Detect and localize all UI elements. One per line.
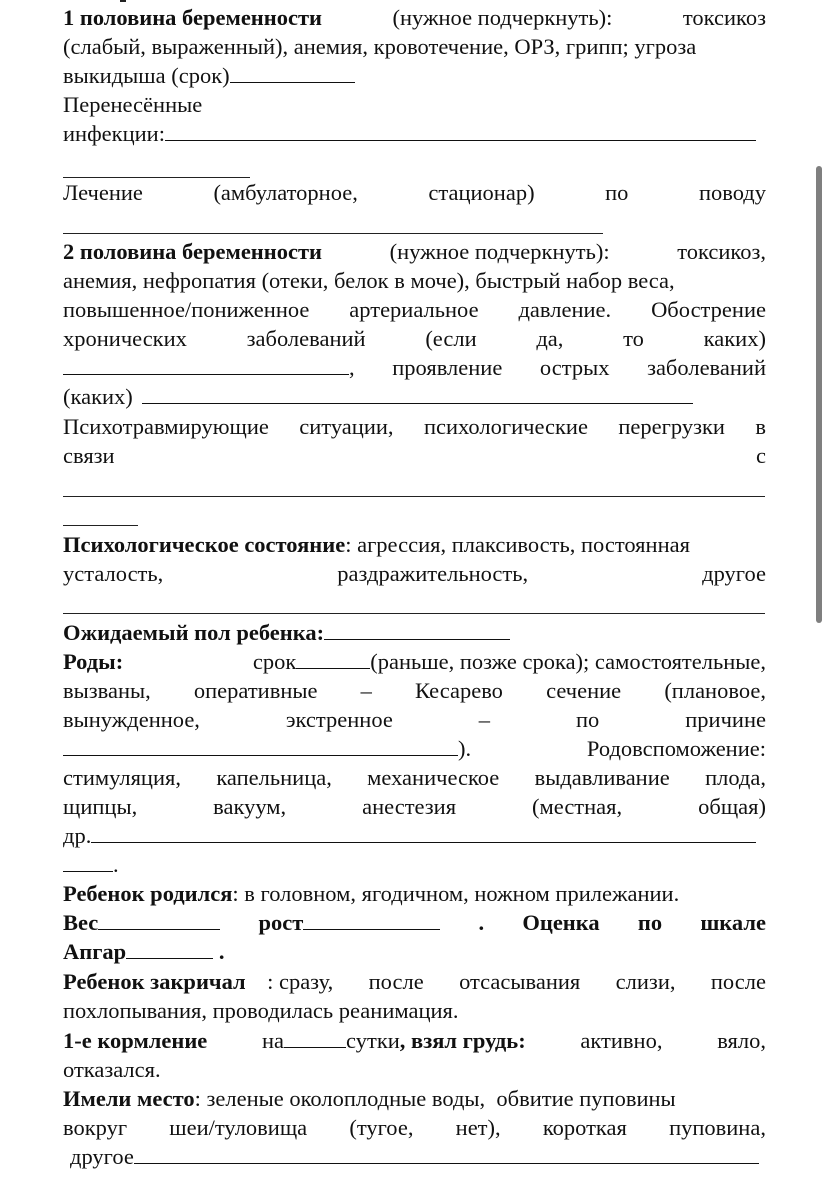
- section2-line1: [63, 238, 766, 266]
- birth-line5: [63, 764, 766, 792]
- word: усталость,: [63, 561, 164, 586]
- word: общая): [698, 794, 766, 819]
- word: хронических: [63, 326, 187, 351]
- section1-symptoms: (слабый, выраженный), анемия, кровотечение, ОРЗ, грипп; угроза: [63, 34, 697, 59]
- cry-options: похлопывания, проводилась реанимация.: [63, 998, 459, 1023]
- word: в: [755, 414, 766, 439]
- occurred-options: : зеленые околоплодные воды, обвитие пуповины: [194, 1086, 676, 1111]
- word: причине: [685, 707, 766, 732]
- other-assistance-field[interactable]: [91, 822, 756, 843]
- section2-line6: [63, 383, 766, 411]
- word: да,: [536, 326, 564, 351]
- birth-line3: [63, 706, 766, 734]
- word: вынужденное,: [63, 707, 200, 732]
- close-paren: ).: [458, 736, 472, 761]
- birth-line7: [63, 822, 766, 850]
- chronic-diseases-field[interactable]: [63, 354, 349, 375]
- measures-line: [63, 909, 766, 937]
- word: вяло,: [717, 1028, 766, 1053]
- other-label: др.: [63, 823, 92, 848]
- word: раздражительность,: [337, 561, 529, 586]
- word: оперативные: [193, 678, 318, 703]
- term-field[interactable]: [296, 648, 370, 669]
- miscarriage-term-field[interactable]: [230, 62, 355, 83]
- word: острых: [539, 355, 610, 380]
- word: давление.: [518, 297, 612, 322]
- word: (плановое,: [664, 678, 766, 703]
- word: после: [710, 969, 766, 994]
- weight-label: Вес: [63, 910, 99, 935]
- word: вокруг: [63, 1115, 128, 1140]
- feeding-line1: [63, 1027, 766, 1055]
- word: по: [576, 707, 600, 732]
- expected-sex-line: [63, 619, 766, 647]
- born-title: Ребенок родился: [63, 881, 233, 906]
- word: экстренное: [285, 707, 393, 732]
- section2-line5: [63, 354, 766, 382]
- stress-field[interactable]: [63, 496, 765, 497]
- word: Психотравмирующие: [63, 414, 269, 439]
- occurred-line3: [70, 1143, 773, 1171]
- apgar-label: Апгар: [63, 939, 127, 964]
- birth-line2: [63, 677, 766, 705]
- section2-title: 2 половина беременности: [63, 239, 322, 264]
- infections-line1: [63, 91, 766, 119]
- word: проявление: [392, 355, 503, 380]
- word: плода,: [705, 765, 766, 790]
- word: (местная,: [532, 794, 623, 819]
- psych-other-field[interactable]: [63, 613, 765, 614]
- height-label: рост: [258, 910, 304, 935]
- birth-title: Роды:: [63, 649, 124, 674]
- born-options: : в головном, ягодичном, ножном прилежании.: [232, 881, 680, 906]
- word: (если: [425, 326, 477, 351]
- word: –: [478, 707, 491, 732]
- took-breast-label: , взял грудь:: [399, 1028, 526, 1053]
- section2-line8: [63, 442, 766, 470]
- apgar-field[interactable]: [126, 938, 213, 959]
- word: после: [368, 969, 424, 994]
- section2-word: токсикоз,: [677, 239, 766, 264]
- word: отсасывания: [459, 969, 581, 994]
- expected-sex-field[interactable]: [324, 619, 510, 640]
- day-label: сутки: [346, 1028, 400, 1053]
- top-fragment: [120, 0, 126, 2]
- infections-label: Перенесённые: [63, 92, 203, 117]
- cry-line1: [63, 968, 766, 996]
- word: артериальное: [349, 297, 479, 322]
- period: .: [113, 852, 119, 877]
- section1-line1: [63, 4, 766, 32]
- word: механическое: [367, 765, 500, 790]
- stress-field-continued[interactable]: [63, 525, 138, 526]
- on-label: на: [262, 1028, 285, 1053]
- word: (тугое,: [349, 1115, 414, 1140]
- acute-label: (каких): [63, 384, 133, 409]
- born-line: [63, 880, 766, 908]
- word: психологические: [423, 414, 588, 439]
- miscarriage-label: выкидыша (срок): [63, 63, 230, 88]
- feeding-title: 1-е кормление: [63, 1028, 208, 1053]
- psych-line1: [63, 531, 766, 559]
- section1-line3: [63, 62, 766, 90]
- word: с: [756, 443, 766, 468]
- treatment-line: [63, 179, 766, 207]
- height-field[interactable]: [303, 909, 440, 930]
- word: короткая: [542, 1115, 627, 1140]
- word: каких): [703, 326, 766, 351]
- word: стимуляция,: [63, 765, 181, 790]
- section1-line2: [63, 33, 766, 61]
- infections-line2: [63, 120, 766, 148]
- section2-line2: [63, 267, 766, 295]
- treatment-reason-field[interactable]: [63, 233, 603, 234]
- occurred-line1: [63, 1085, 766, 1113]
- word: шеи/туловища: [169, 1115, 308, 1140]
- section2-line4: [63, 325, 766, 353]
- treatment-word: по: [605, 180, 629, 205]
- period: .: [218, 939, 225, 964]
- word: капельница,: [216, 765, 332, 790]
- word: связи: [63, 443, 115, 468]
- section2-symptoms: анемия, нефропатия (отеки, белок в моче), быстрый набор веса,: [63, 268, 675, 293]
- cry-title: Ребенок закричал: [63, 969, 246, 994]
- word: вакуум,: [213, 794, 287, 819]
- word: Оценка: [522, 910, 600, 935]
- weight-field[interactable]: [98, 909, 220, 930]
- feeding-line2: [63, 1056, 766, 1084]
- infections-label-2: инфекции:: [63, 121, 165, 146]
- psych-line2: [63, 560, 766, 588]
- section1-title: 1 половина беременности: [63, 5, 322, 30]
- other-label: другое: [70, 1144, 134, 1169]
- treatment-word: Лечение: [63, 180, 143, 205]
- word: Обострение: [651, 297, 766, 322]
- refused-option: отказался.: [63, 1057, 161, 1082]
- birth-line4: [63, 735, 766, 763]
- occurred-title: Имели место: [63, 1086, 195, 1111]
- word: Кесарево: [415, 678, 503, 703]
- section2-line3: [63, 296, 766, 324]
- birth-line8: [63, 851, 766, 879]
- section1-word: токсикоз: [682, 5, 766, 30]
- cesarean-reason-field[interactable]: [63, 735, 458, 756]
- occurred-line2: [63, 1114, 766, 1142]
- word: сечение: [546, 678, 622, 703]
- occurred-other-field[interactable]: [134, 1143, 759, 1164]
- infections-field-continued[interactable]: [63, 177, 250, 178]
- psych-title: Психологическое состояние: [63, 532, 346, 557]
- word: анестезия: [362, 794, 457, 819]
- cry-line2: [63, 997, 766, 1025]
- expected-sex-label: Ожидаемый пол ребенка:: [63, 620, 325, 645]
- acute-diseases-field[interactable]: [142, 383, 693, 404]
- birth-line6: [63, 793, 766, 821]
- word: –: [360, 678, 372, 703]
- word: активно,: [580, 1028, 663, 1053]
- word: : сразу,: [267, 969, 334, 994]
- feeding-day-field[interactable]: [284, 1027, 346, 1048]
- word: вызваны,: [63, 678, 151, 703]
- word: выдавливание: [534, 765, 670, 790]
- word: нет),: [455, 1115, 501, 1140]
- period: .: [478, 910, 485, 935]
- word: заболеваний: [246, 326, 366, 351]
- word: ситуации,: [299, 414, 394, 439]
- section2-line7: [63, 413, 766, 441]
- psych-options: : агрессия, плаксивость, постоянная: [345, 532, 690, 557]
- comma: ,: [349, 355, 355, 380]
- apgar-line: [63, 938, 766, 966]
- section1-hint: (нужное подчеркнуть):: [392, 5, 613, 30]
- infections-field[interactable]: [165, 120, 756, 141]
- word: перегрузки: [618, 414, 725, 439]
- term-label: срок: [252, 649, 297, 674]
- birth-options: (раньше, позже срока); самостоятельные,: [370, 649, 766, 674]
- word: заболеваний: [647, 355, 766, 380]
- treatment-word: (амбулаторное,: [213, 180, 358, 205]
- word: повышенное/пониженное: [63, 297, 310, 322]
- word: щипцы,: [63, 794, 138, 819]
- treatment-word: стационар): [428, 180, 535, 205]
- word: по: [637, 910, 663, 935]
- section2-hint: (нужное подчеркнуть):: [389, 239, 610, 264]
- treatment-word: поводу: [698, 180, 766, 205]
- assistance-label: Родовспоможение:: [586, 736, 766, 761]
- word: пуповина,: [669, 1115, 766, 1140]
- word: слизи,: [615, 969, 676, 994]
- word: то: [623, 326, 644, 351]
- word: другое: [702, 561, 766, 586]
- birth-line1: [63, 648, 766, 676]
- other-assistance-field-continued[interactable]: [63, 851, 113, 872]
- vertical-scrollbar[interactable]: [816, 166, 822, 623]
- word: шкале: [700, 910, 766, 935]
